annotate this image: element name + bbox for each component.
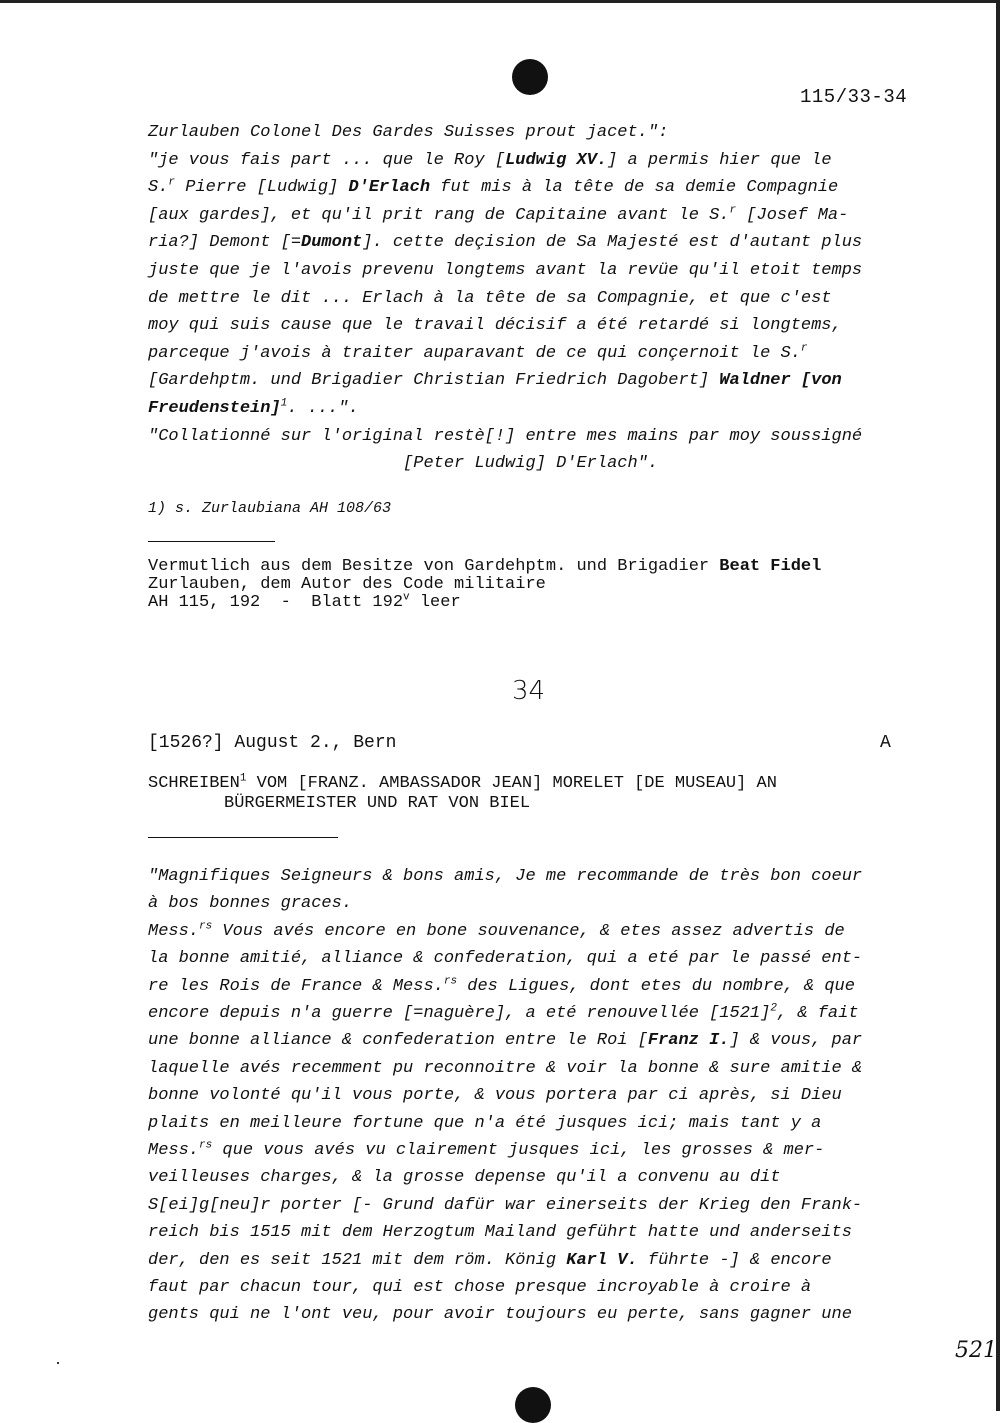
- letter-line: [148, 233, 862, 253]
- letter-line: [148, 1251, 832, 1271]
- bold-text-run: Ludwig XV.: [505, 150, 608, 170]
- text-run: "Magnifiques Seigneurs & bons amis, Je me recommande de très bon coeur: [148, 867, 863, 886]
- entry-date-place: [1526?] August 2., Bern: [148, 733, 397, 753]
- superscript: 2: [770, 1002, 777, 1015]
- provenance-text: Vermutlich aus dem Besitze von Gardehptm. und Brigadier: [148, 557, 720, 576]
- text-run: ria?] Demont [=: [148, 233, 302, 253]
- separator-rule-2: [148, 837, 338, 838]
- letter-line: [148, 1059, 862, 1079]
- text-run: veilleuses charges, & la grosse depense qu'il a convenu au dit: [148, 1168, 781, 1188]
- entry-title-rest: VOM [FRANZ. AMBASSADOR JEAN] MORELET [DE MUSEAU] AN: [246, 774, 777, 793]
- letter-line: [148, 949, 862, 969]
- letter-line: [148, 867, 862, 887]
- text-run: fut mis à la tête de sa demie Compagnie: [430, 178, 839, 198]
- text-run: S.: [148, 178, 169, 198]
- provenance-line-3: [148, 593, 461, 613]
- text-run: ]. cette deçision de Sa Majesté est d'autant plus: [362, 233, 863, 253]
- text-run: ] a permis hier que le: [607, 150, 832, 170]
- footnote-1: 1) s. Zurlaubiana AH 108/63: [148, 500, 392, 517]
- punch-hole-bottom: [515, 1387, 551, 1423]
- text-run: gents qui ne l'ont veu, pour avoir toujours eu perte, sans gagner une: [148, 1305, 852, 1325]
- text-run: "je vous fais part ... que le Roy [: [148, 150, 506, 170]
- text-run: [Peter Ludwig] D'Erlach".: [148, 454, 659, 474]
- text-run: des Ligues, dont etes du nombre, & que: [457, 976, 855, 996]
- text-run: [Gardehptm. und Brigadier Christian Friedrich Dagobert]: [148, 371, 720, 391]
- text-run: bonne volonté qu'il vous porte, & vous portera par ci après, si Dieu: [148, 1086, 842, 1106]
- text-run: re les Rois de France & Mess.: [148, 976, 444, 996]
- superscript: rs: [443, 974, 458, 987]
- text-run: à bos bonnes graces.: [148, 894, 353, 914]
- text-run: . ...".: [287, 399, 359, 418]
- letter-line: [148, 922, 845, 942]
- text-run: faut par chacun tour, qui est chose presque incroyable à croire à: [148, 1278, 812, 1297]
- text-run: , & fait: [776, 1004, 859, 1023]
- letter-line: [148, 151, 832, 171]
- letter-line: [148, 427, 862, 447]
- text-run: S[ei]g[neu]r porter [- Grund dafür war einerseits der Krieg den Frank-: [148, 1195, 863, 1215]
- letter-line: [148, 399, 359, 419]
- provenance-line-2: Zurlauben, dem Autor des Code militaire: [148, 575, 546, 594]
- letter-line: [148, 454, 658, 474]
- text-run: Mess.: [148, 921, 200, 941]
- letter-line: [148, 289, 832, 309]
- letter-line: [148, 1305, 852, 1325]
- text-run: encore depuis n'a guerre [=naguère], a eté renouvellée [1521]: [148, 1004, 771, 1023]
- letter-line: [148, 1223, 852, 1243]
- text-run: [aux gardes], et qu'il prit rang de Capitaine avant le S.: [148, 205, 730, 225]
- text-run: Pierre [Ludwig]: [175, 178, 349, 198]
- entry-type-letter: A: [880, 733, 891, 753]
- letter-line: [148, 1114, 821, 1134]
- text-run: "Collationné sur l'original restè[!] entre mes mains par moy soussigné: [148, 426, 863, 446]
- text-run: la bonne amitié, alliance & confederation, qui a eté par le passé ent-: [148, 949, 863, 969]
- letter-line: [148, 1168, 781, 1188]
- letter-line: [148, 123, 668, 143]
- text-run: ] & vous, par: [729, 1031, 863, 1051]
- entry-title-line-1: [148, 774, 777, 794]
- text-run: moy qui suis cause que le travail décisif a été retardé si longtems,: [148, 316, 842, 336]
- letter-line: [148, 178, 838, 198]
- letter-line: [148, 974, 855, 997]
- provenance-folio-sup: v: [403, 591, 410, 604]
- letter-line: [148, 261, 862, 281]
- bold-text-run: Franz I.: [647, 1031, 730, 1051]
- text-run: une bonne alliance & confederation entre le Roi [: [148, 1031, 648, 1051]
- text-run: Zurlauben Colonel Des Gardes Suisses prout jacet.":: [148, 123, 669, 142]
- superscript: r: [729, 204, 737, 217]
- bold-text-run: Dumont: [301, 233, 363, 253]
- letter-line: [148, 1141, 824, 1161]
- letter-line: [148, 1278, 811, 1298]
- handwritten-page-number: 521: [955, 1338, 997, 1363]
- text-run: der, den es seit 1521 mit dem röm. König: [148, 1250, 567, 1270]
- bold-text-run: D'Erlach: [348, 178, 431, 198]
- bold-text-run: Freudenstein]: [148, 399, 281, 418]
- letter-line: [148, 1086, 842, 1106]
- letter-line: [148, 1031, 862, 1051]
- page-right-edge: [996, 0, 1000, 1411]
- letter-line: [148, 316, 842, 336]
- letter-line: [148, 1196, 862, 1216]
- page-top-edge: [0, 0, 1000, 3]
- text-run: führte -] & encore: [637, 1250, 832, 1270]
- bold-text-run: Karl V.: [566, 1250, 638, 1270]
- provenance-folio-note: leer: [409, 593, 461, 612]
- letter-line: [148, 1004, 859, 1024]
- bold-text-run: Waldner [von: [719, 371, 842, 391]
- text-run: que vous avés vu clairement jusques ici, les grosses & mer-: [212, 1141, 825, 1160]
- text-run: de mettre le dit ... Erlach à la tête de sa Compagnie, et que c'est: [148, 288, 832, 308]
- page-reference: 115/33-34: [800, 86, 908, 108]
- superscript: r: [800, 342, 808, 355]
- provenance-name: Beat Fidel: [719, 557, 822, 576]
- provenance-line-1: [148, 557, 821, 577]
- text-run: Mess.: [148, 1141, 200, 1160]
- text-run: laquelle avés recemment pu reconnoitre & voir la bonne & sure amitie &: [148, 1058, 863, 1078]
- letter-line: [148, 371, 842, 391]
- superscript: r: [168, 176, 176, 189]
- text-run: juste que je l'avois prevenu longtems avant la revüe qu'il etoit temps: [148, 261, 863, 280]
- speck: [57, 1362, 59, 1364]
- superscript: rs: [199, 920, 213, 933]
- text-run: parceque j'avois à traiter auparavant de ce qui conçernoit le S.: [148, 343, 801, 363]
- text-run: plaits en meilleure fortune que n'a été jusques ici; mais tant y a: [148, 1113, 822, 1133]
- superscript: 1: [280, 397, 288, 410]
- superscript: rs: [199, 1139, 213, 1152]
- letter-line: [148, 344, 808, 364]
- document-number: 34: [512, 676, 546, 706]
- text-run: [Josef Ma-: [736, 205, 849, 225]
- separator-rule-1: [148, 541, 275, 542]
- entry-title-line-2: BÜRGERMEISTER UND RAT VON BIEL: [224, 794, 531, 813]
- letter-line: [148, 206, 848, 226]
- text-run: reich bis 1515 mit dem Herzogtum Mailand geführt hatte und anderseits: [148, 1223, 852, 1243]
- letter-line: [148, 894, 352, 914]
- punch-hole-top: [512, 59, 548, 95]
- provenance-folio: AH 115, 192 - Blatt 192: [148, 593, 404, 612]
- entry-title-footnote-mark: 1: [239, 772, 247, 785]
- text-run: Vous avés encore en bone souvenance, & etes assez advertis de: [212, 921, 845, 941]
- entry-title-word: SCHREIBEN: [148, 774, 240, 793]
